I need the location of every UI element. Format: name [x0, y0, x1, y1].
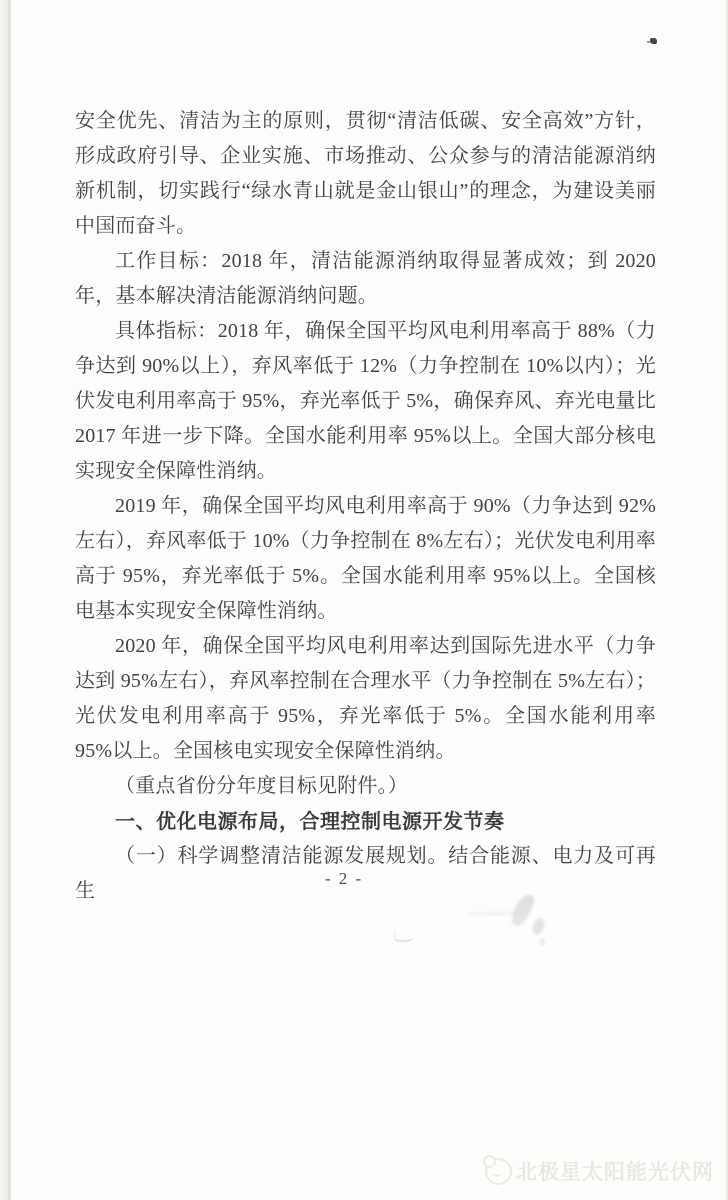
section-heading: 一、优化电源布局，合理控制电源开发节奏 — [115, 809, 505, 833]
paragraph: 具体指标：2018 年，确保全国平均风电利用率高于 88%（力争达到 90%以上），弃风率低于 12%（力争控制在 10%以内）；光伏发电利用率高于 95%，弃光率低于 5%，确保弃风、弃光电量比 2017 年进一步下降。全国水能利用率 95%以上。全国大部分核电实现安全保障性消纳。 — [75, 320, 656, 482]
paragraph: （重点省份分年度目标见附件。） — [115, 775, 408, 797]
paragraph: 2020 年，确保全国平均风电利用率达到国际先进水平（力争达到 95%左右），弃风率控制在合理水平（力争控制在 5%左右）；光伏发电利用率高于 95%，弃光率低于 5%。全国水能利用率 95%以上。全国核电实现安全保障性消纳。 — [75, 635, 656, 762]
paragraph: （一）科学调整清洁能源发展规划。结合能源、电力及可再生 — [75, 845, 656, 902]
paragraph: 安全优先、清洁为主的原则，贯彻“清洁低碳、安全高效”方针，形成政府引导、企业实施、市场推动、公众参与的清洁能源消纳新机制，切实践行“绿水青山就是金山银山”的理念，为建设美丽中国而奋斗。 — [75, 110, 656, 237]
document-body — [75, 104, 656, 909]
ink-speck — [650, 38, 657, 44]
smudge-stain-tail — [540, 938, 545, 946]
paragraph: 工作目标：2018 年，清洁能源消纳取得显著成效；到 2020 年，基本解决清洁能源消纳问题。 — [75, 250, 656, 307]
watermark — [485, 1156, 714, 1186]
smudge-stain-secondary — [530, 917, 546, 937]
smudge-wisp — [468, 912, 523, 915]
scan-edge-shadow-left — [0, 0, 13, 1200]
page-number: - 2 - — [324, 869, 364, 888]
watermark-label: 北极星太阳能光伏网 — [516, 1160, 714, 1184]
polaris-star-logo-icon — [485, 1158, 512, 1185]
paragraph: 2019 年，确保全国平均风电利用率高于 90%（力争达到 92%左右），弃风率低于 10%（力争控制在 8%左右）；光伏发电利用率高于 95%，弃光率低于 5%。全国水能利用率 95%以上。全国核电基本实现安全保障性消纳。 — [75, 495, 656, 622]
faint-pencil-mark — [394, 930, 415, 942]
